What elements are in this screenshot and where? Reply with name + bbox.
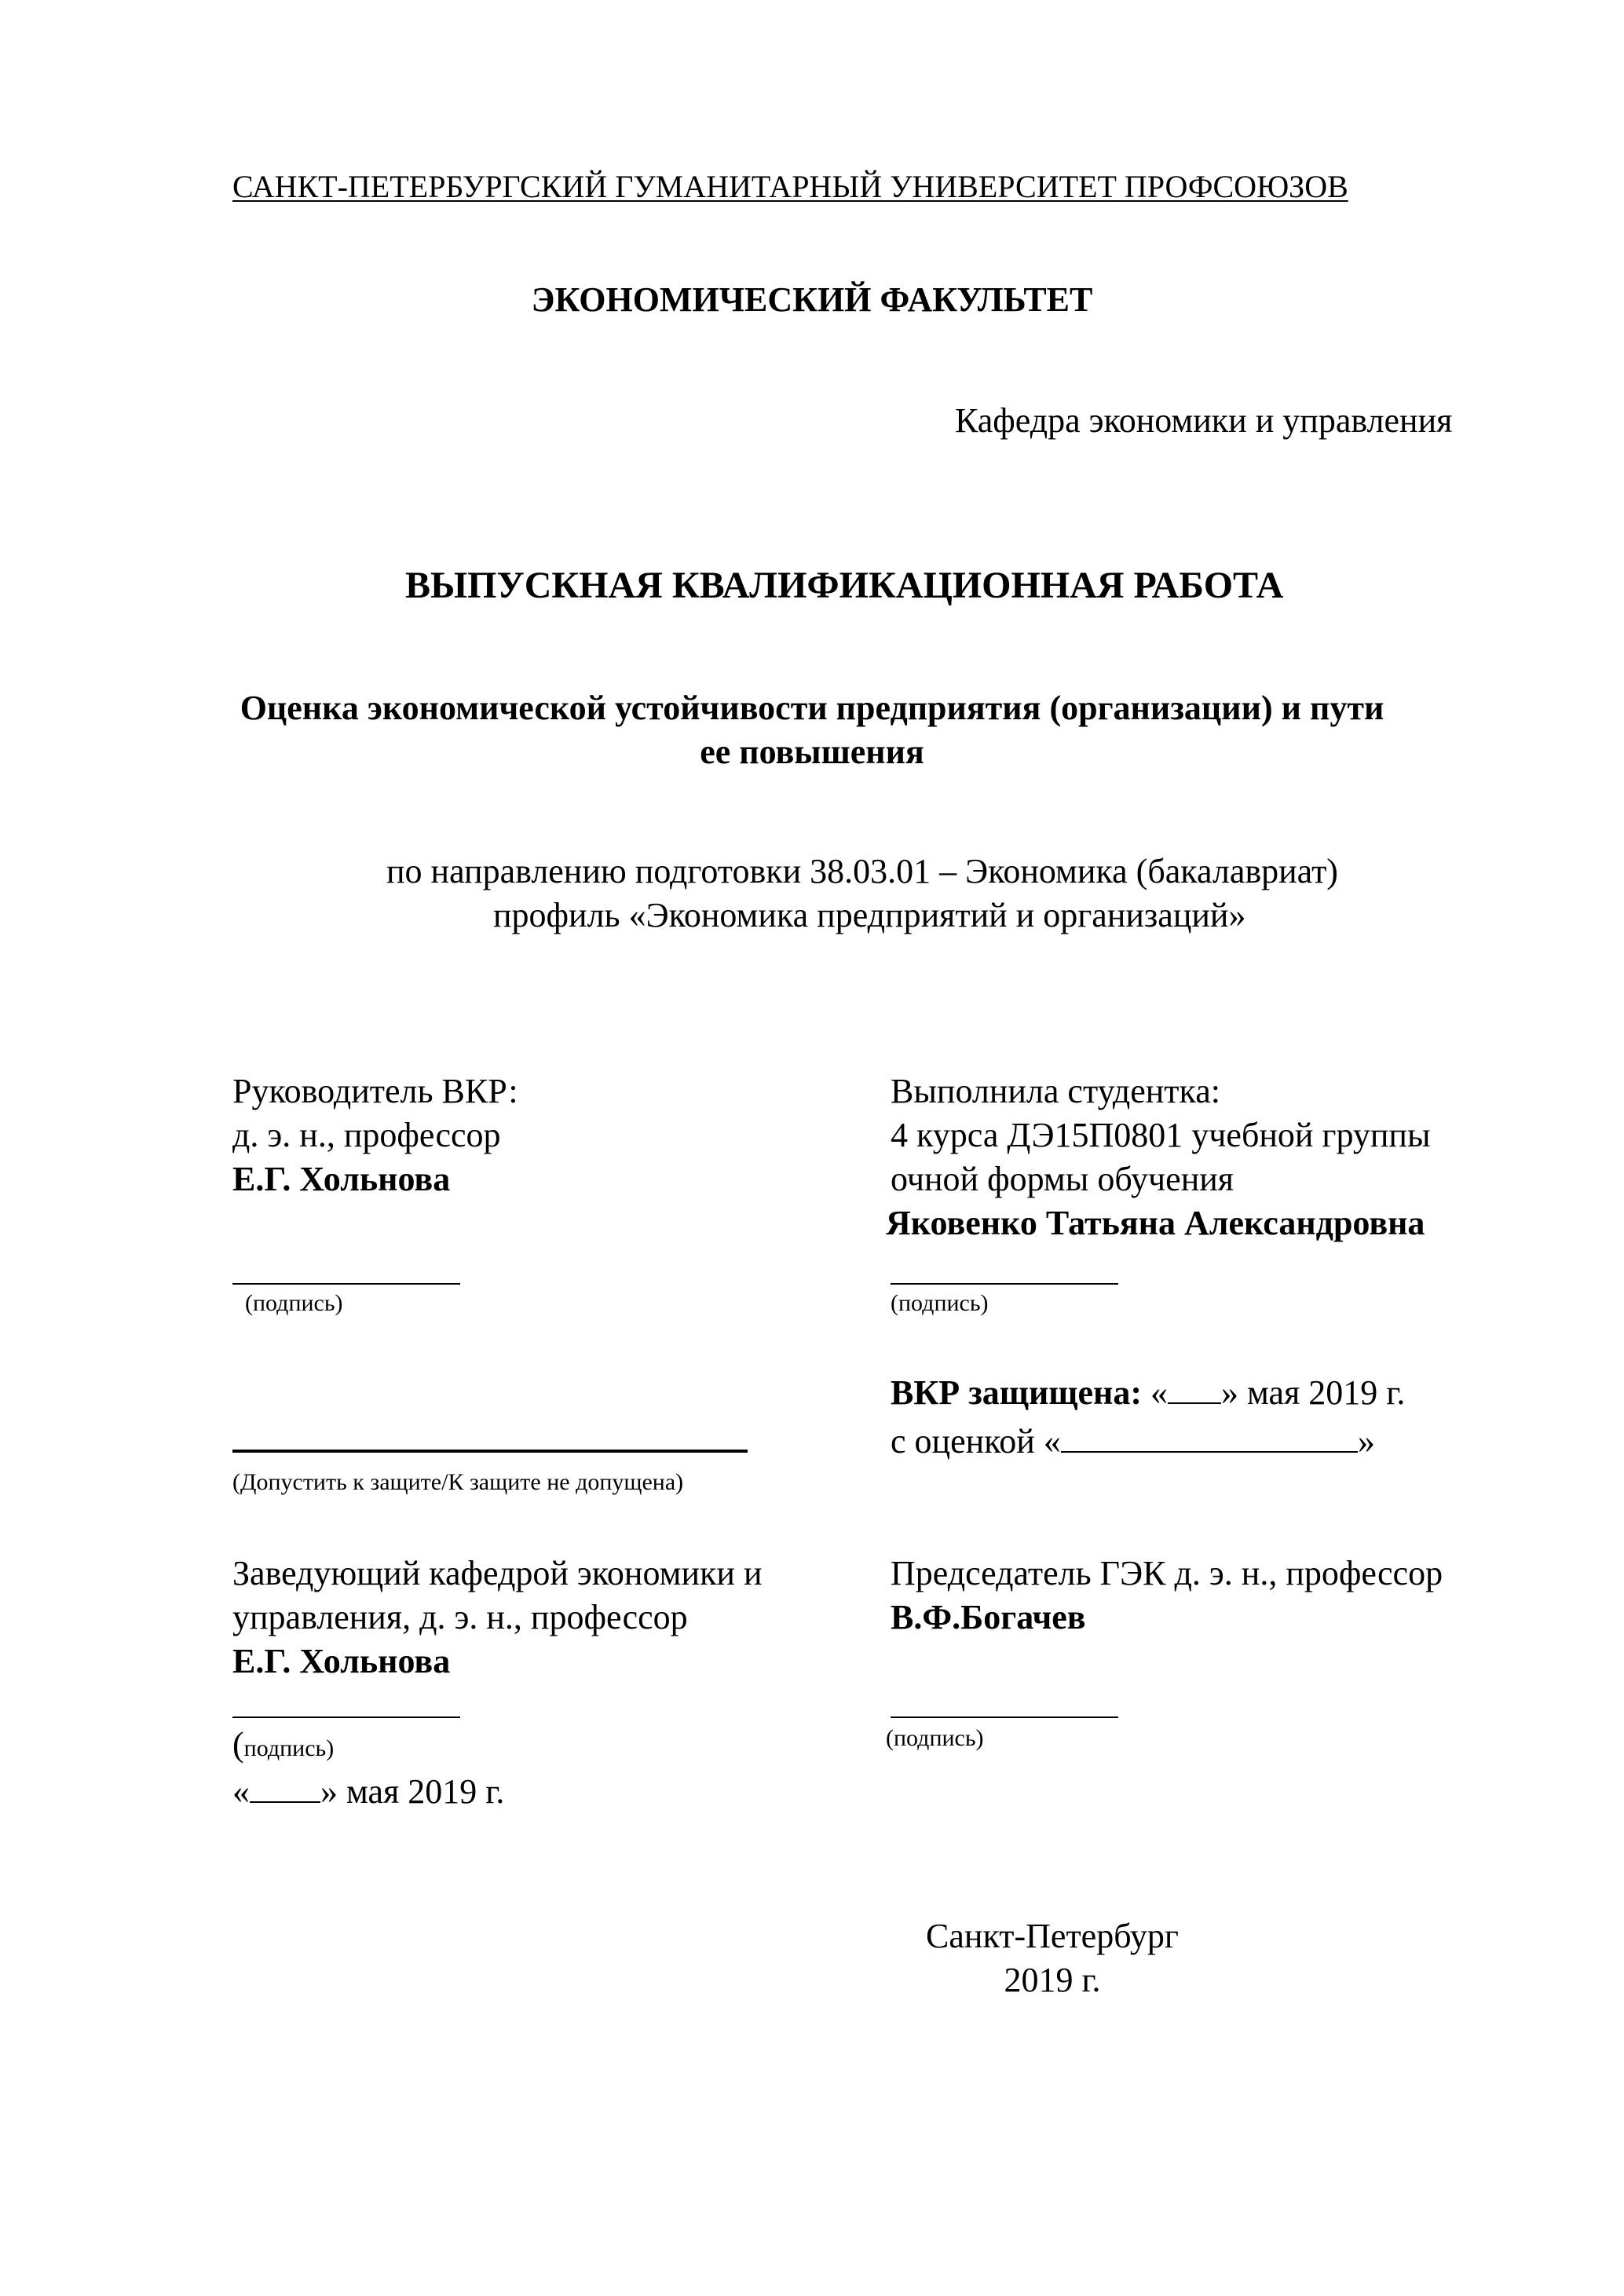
head-line-1: Заведующий кафедрой экономики и bbox=[232, 1554, 763, 1592]
head-name: Е.Г. Хольнова bbox=[232, 1642, 451, 1680]
profile-line: профиль «Экономика предприятий и организаций» bbox=[493, 896, 1246, 934]
university-name: САНКТ-ПЕТЕРБУРГСКИЙ ГУМАНИТАРНЫЙ УНИВЕРСИТЕТ ПРОФСОЮЗОВ bbox=[232, 169, 1348, 204]
student-name: Яковенко Татьяна Александровна bbox=[886, 1204, 1425, 1242]
chairman-line-1: Председатель ГЭК д. э. н., профессор bbox=[891, 1554, 1443, 1592]
student-group: 4 курса ДЭ15П0801 учебной группы bbox=[891, 1116, 1431, 1154]
work-type-title: ВЫПУСКНАЯ КВАЛИФИКАЦИОННАЯ РАБОТА bbox=[405, 565, 1284, 606]
chairman-signature-line bbox=[891, 1717, 1118, 1718]
student-form: очной формы обучения bbox=[891, 1160, 1234, 1198]
chairman-name: В.Ф.Богачев bbox=[891, 1598, 1086, 1636]
defense-label: ВКР защищена: bbox=[891, 1373, 1142, 1412]
supervisor-degree: д. э. н., профессор bbox=[232, 1116, 501, 1154]
department-name: Кафедра экономики и управления bbox=[955, 401, 1453, 440]
head-signature-line bbox=[232, 1717, 460, 1718]
grade-line bbox=[891, 1421, 1375, 1462]
faculty-name: ЭКОНОМИЧЕСКИЙ ФАКУЛЬТЕТ bbox=[531, 280, 1093, 319]
student-signature-line bbox=[891, 1283, 1118, 1285]
defense-quote-close: » bbox=[1221, 1373, 1238, 1412]
head-caption-text: подпись) bbox=[243, 1735, 335, 1761]
direction-line: по направлению подготовки 38.03.01 – Экономика (бакалавриат) bbox=[386, 852, 1338, 890]
footer-city: Санкт-Петербург bbox=[926, 1917, 1179, 1955]
footer-year: 2019 г. bbox=[1004, 1961, 1101, 1999]
head-date-open: « bbox=[232, 1772, 250, 1811]
head-date-line bbox=[232, 1771, 504, 1812]
defense-date-rest: мая 2019 г. bbox=[1247, 1373, 1406, 1412]
grade-close: » bbox=[1357, 1422, 1375, 1461]
chairman-signature-caption: (подпись) bbox=[886, 1725, 984, 1751]
head-signature-caption bbox=[232, 1724, 334, 1765]
student-label: Выполнила студентка: bbox=[891, 1072, 1220, 1110]
head-date-rest: мая 2019 г. bbox=[346, 1772, 505, 1811]
defense-line bbox=[891, 1373, 1405, 1413]
grade-label: с оценкой « bbox=[891, 1422, 1061, 1461]
head-date-blank bbox=[250, 1773, 320, 1803]
head-date-close: » bbox=[320, 1772, 338, 1811]
head-line-2: управления, д. э. н., профессор bbox=[232, 1598, 688, 1636]
head-caption-paren: ( bbox=[232, 1725, 244, 1764]
defense-day-blank bbox=[1168, 1374, 1221, 1404]
student-signature-caption: (подпись) bbox=[891, 1290, 989, 1316]
supervisor-signature-line bbox=[232, 1283, 460, 1285]
admission-caption: (Допустить к защите/К защите не допущена) bbox=[232, 1469, 684, 1495]
grade-blank bbox=[1061, 1423, 1358, 1453]
admission-signature-line bbox=[232, 1450, 748, 1453]
supervisor-signature-caption: (подпись) bbox=[245, 1290, 343, 1316]
topic-line-1: Оценка экономической устойчивости предприятия (организации) и пути bbox=[240, 689, 1384, 727]
supervisor-name: Е.Г. Хольнова bbox=[232, 1160, 451, 1198]
defense-quote-open: « bbox=[1150, 1373, 1168, 1412]
topic-line-2: ее повышения bbox=[700, 733, 924, 771]
supervisor-label: Руководитель ВКР: bbox=[232, 1072, 518, 1110]
